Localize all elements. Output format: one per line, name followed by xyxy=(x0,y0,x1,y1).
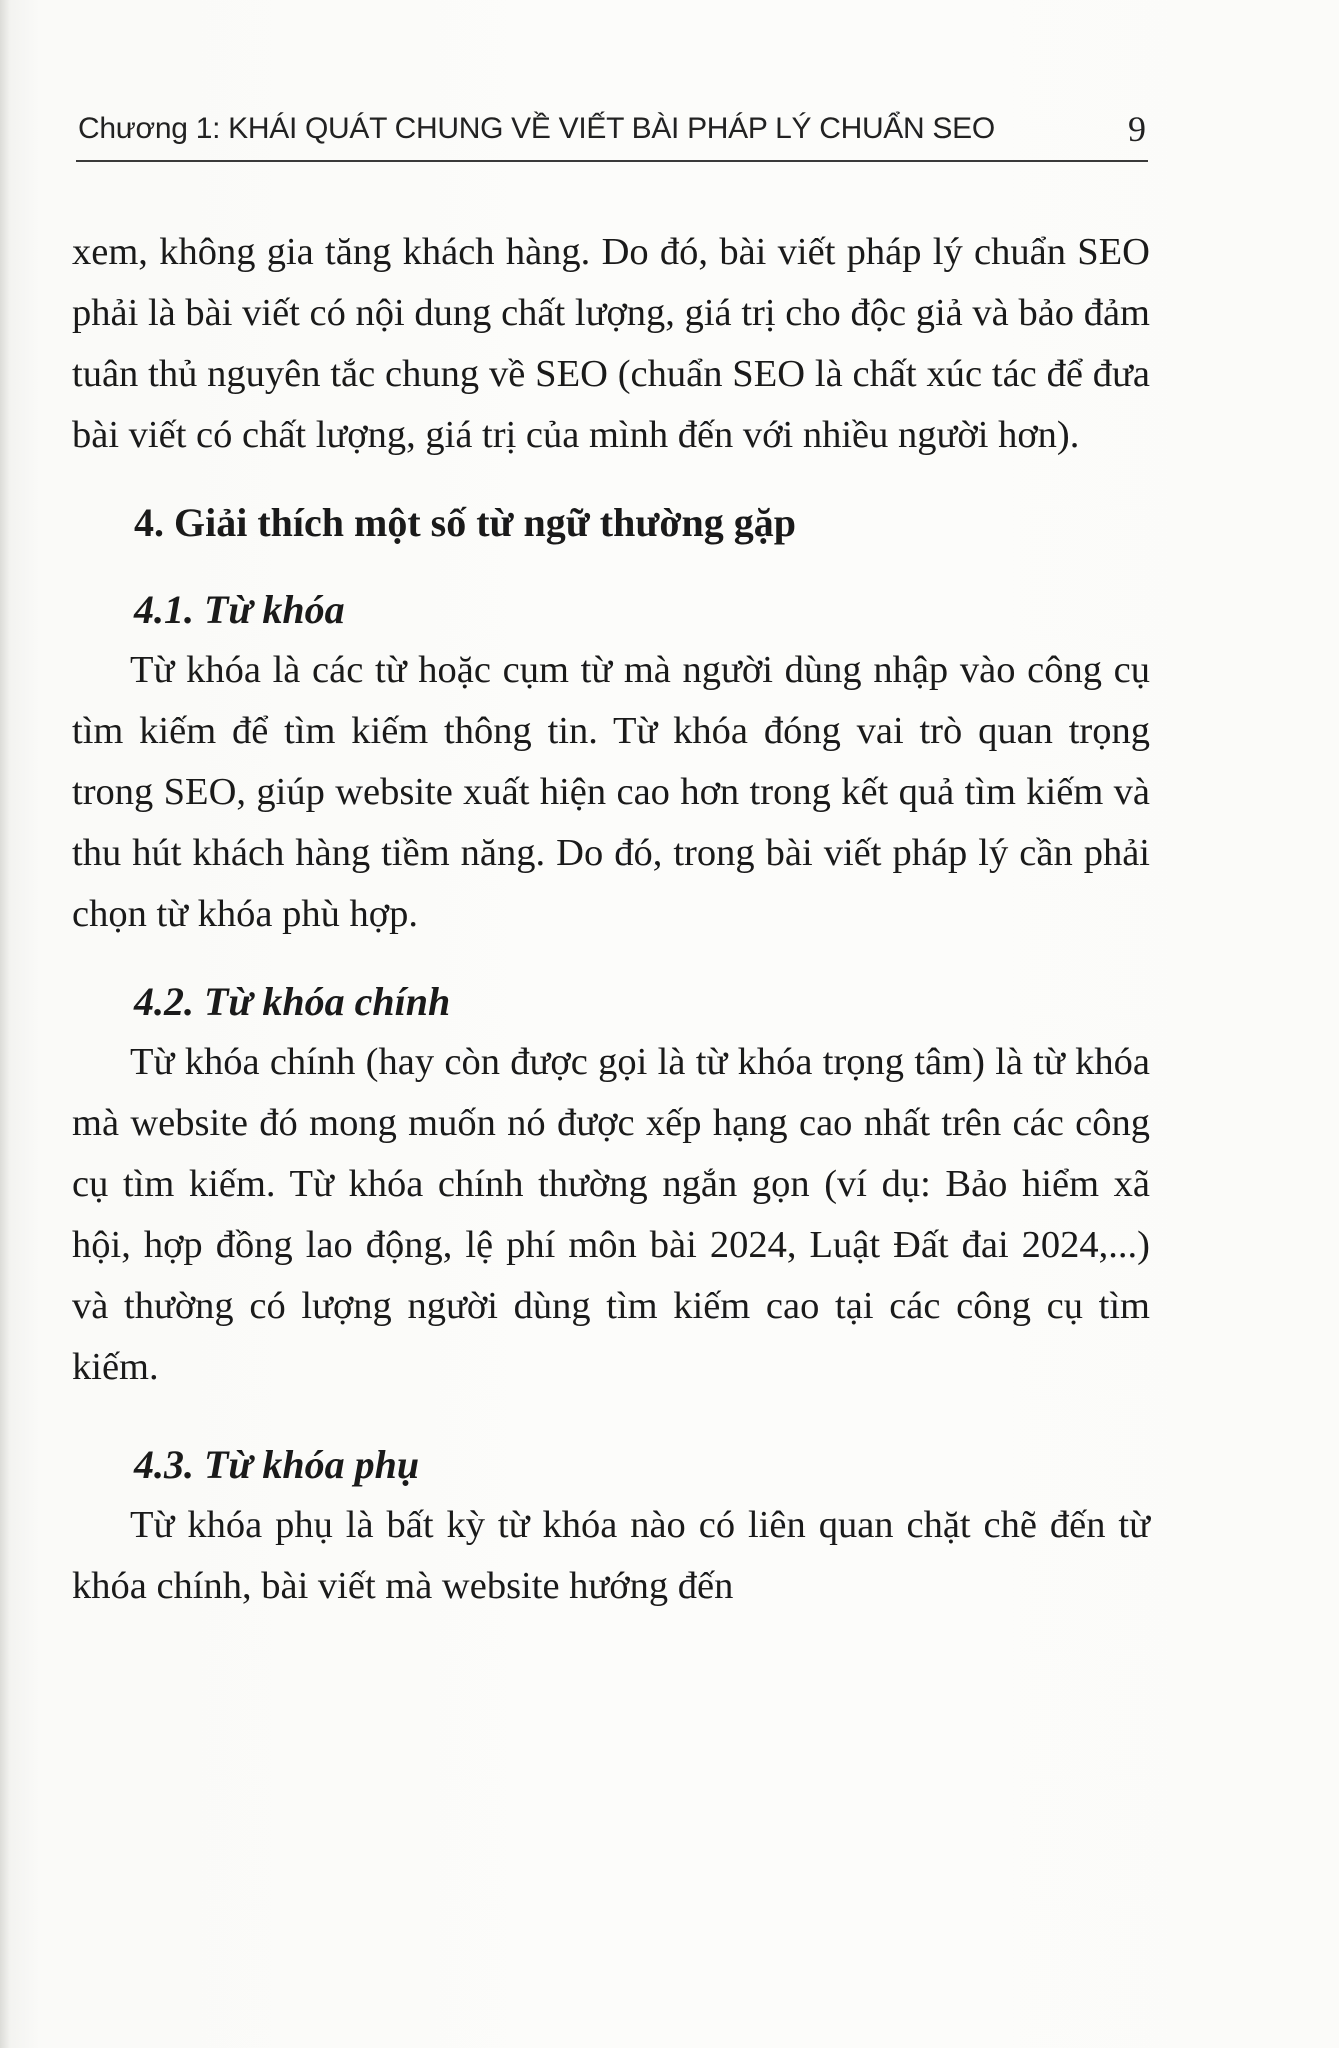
section-4-3-heading: 4.3. Từ khóa phụ xyxy=(134,1442,420,1487)
section-4-1-paragraph: Từ khóa là các từ hoặc cụm từ mà người dùng nhập vào công cụ tìm kiếm để tìm kiếm thông tin. Từ khóa đóng vai trò quan trọng trong SEO, giúp website xuất hiện cao hơn trong kết quả tìm kiếm và thu hút khách hàng tiềm năng. Do đó, trong bài viết pháp lý cần phải chọn từ khóa phù hợp. xyxy=(72,649,1150,935)
page-body xyxy=(72,222,1150,1617)
section-4-2-paragraph: Từ khóa chính (hay còn được gọi là từ khóa trọng tâm) là từ khóa mà website đó mong muốn nó được xếp hạng cao nhất trên các công cụ tìm kiếm. Từ khóa chính thường ngắn gọn (ví dụ: Bảo hiểm xã hội, hợp đồng lao động, lệ phí môn bài 2024, Luật Đất đai 2024,...) và thường có lượng người dùng tìm kiếm cao tại các công cụ tìm kiếm. xyxy=(72,1041,1150,1388)
section-4-2-heading: 4.2. Từ khóa chính xyxy=(134,979,451,1024)
running-header xyxy=(76,108,1148,162)
page-number: 9 xyxy=(1128,109,1146,149)
section-4-1-heading: 4.1. Từ khóa xyxy=(134,587,345,632)
page-gutter-shadow xyxy=(0,0,10,2048)
section-4-heading: 4. Giải thích một số từ ngữ thường gặp xyxy=(134,500,797,545)
chapter-title: Chương 1: KHÁI QUÁT CHUNG VỀ VIẾT BÀI PHÁP LÝ CHUẨN SEO xyxy=(78,112,995,145)
intro-paragraph: xem, không gia tăng khách hàng. Do đó, bài viết pháp lý chuẩn SEO phải là bài viết có nội dung chất lượng, giá trị cho độc giả và bảo đảm tuân thủ nguyên tắc chung về SEO (chuẩn SEO là chất xúc tác để đưa bài viết có chất lượng, giá trị của mình đến với nhiều người hơn). xyxy=(72,231,1150,456)
section-4-3-paragraph: Từ khóa phụ là bất kỳ từ khóa nào có liên quan chặt chẽ đến từ khóa chính, bài viết mà website hướng đến xyxy=(72,1504,1150,1607)
